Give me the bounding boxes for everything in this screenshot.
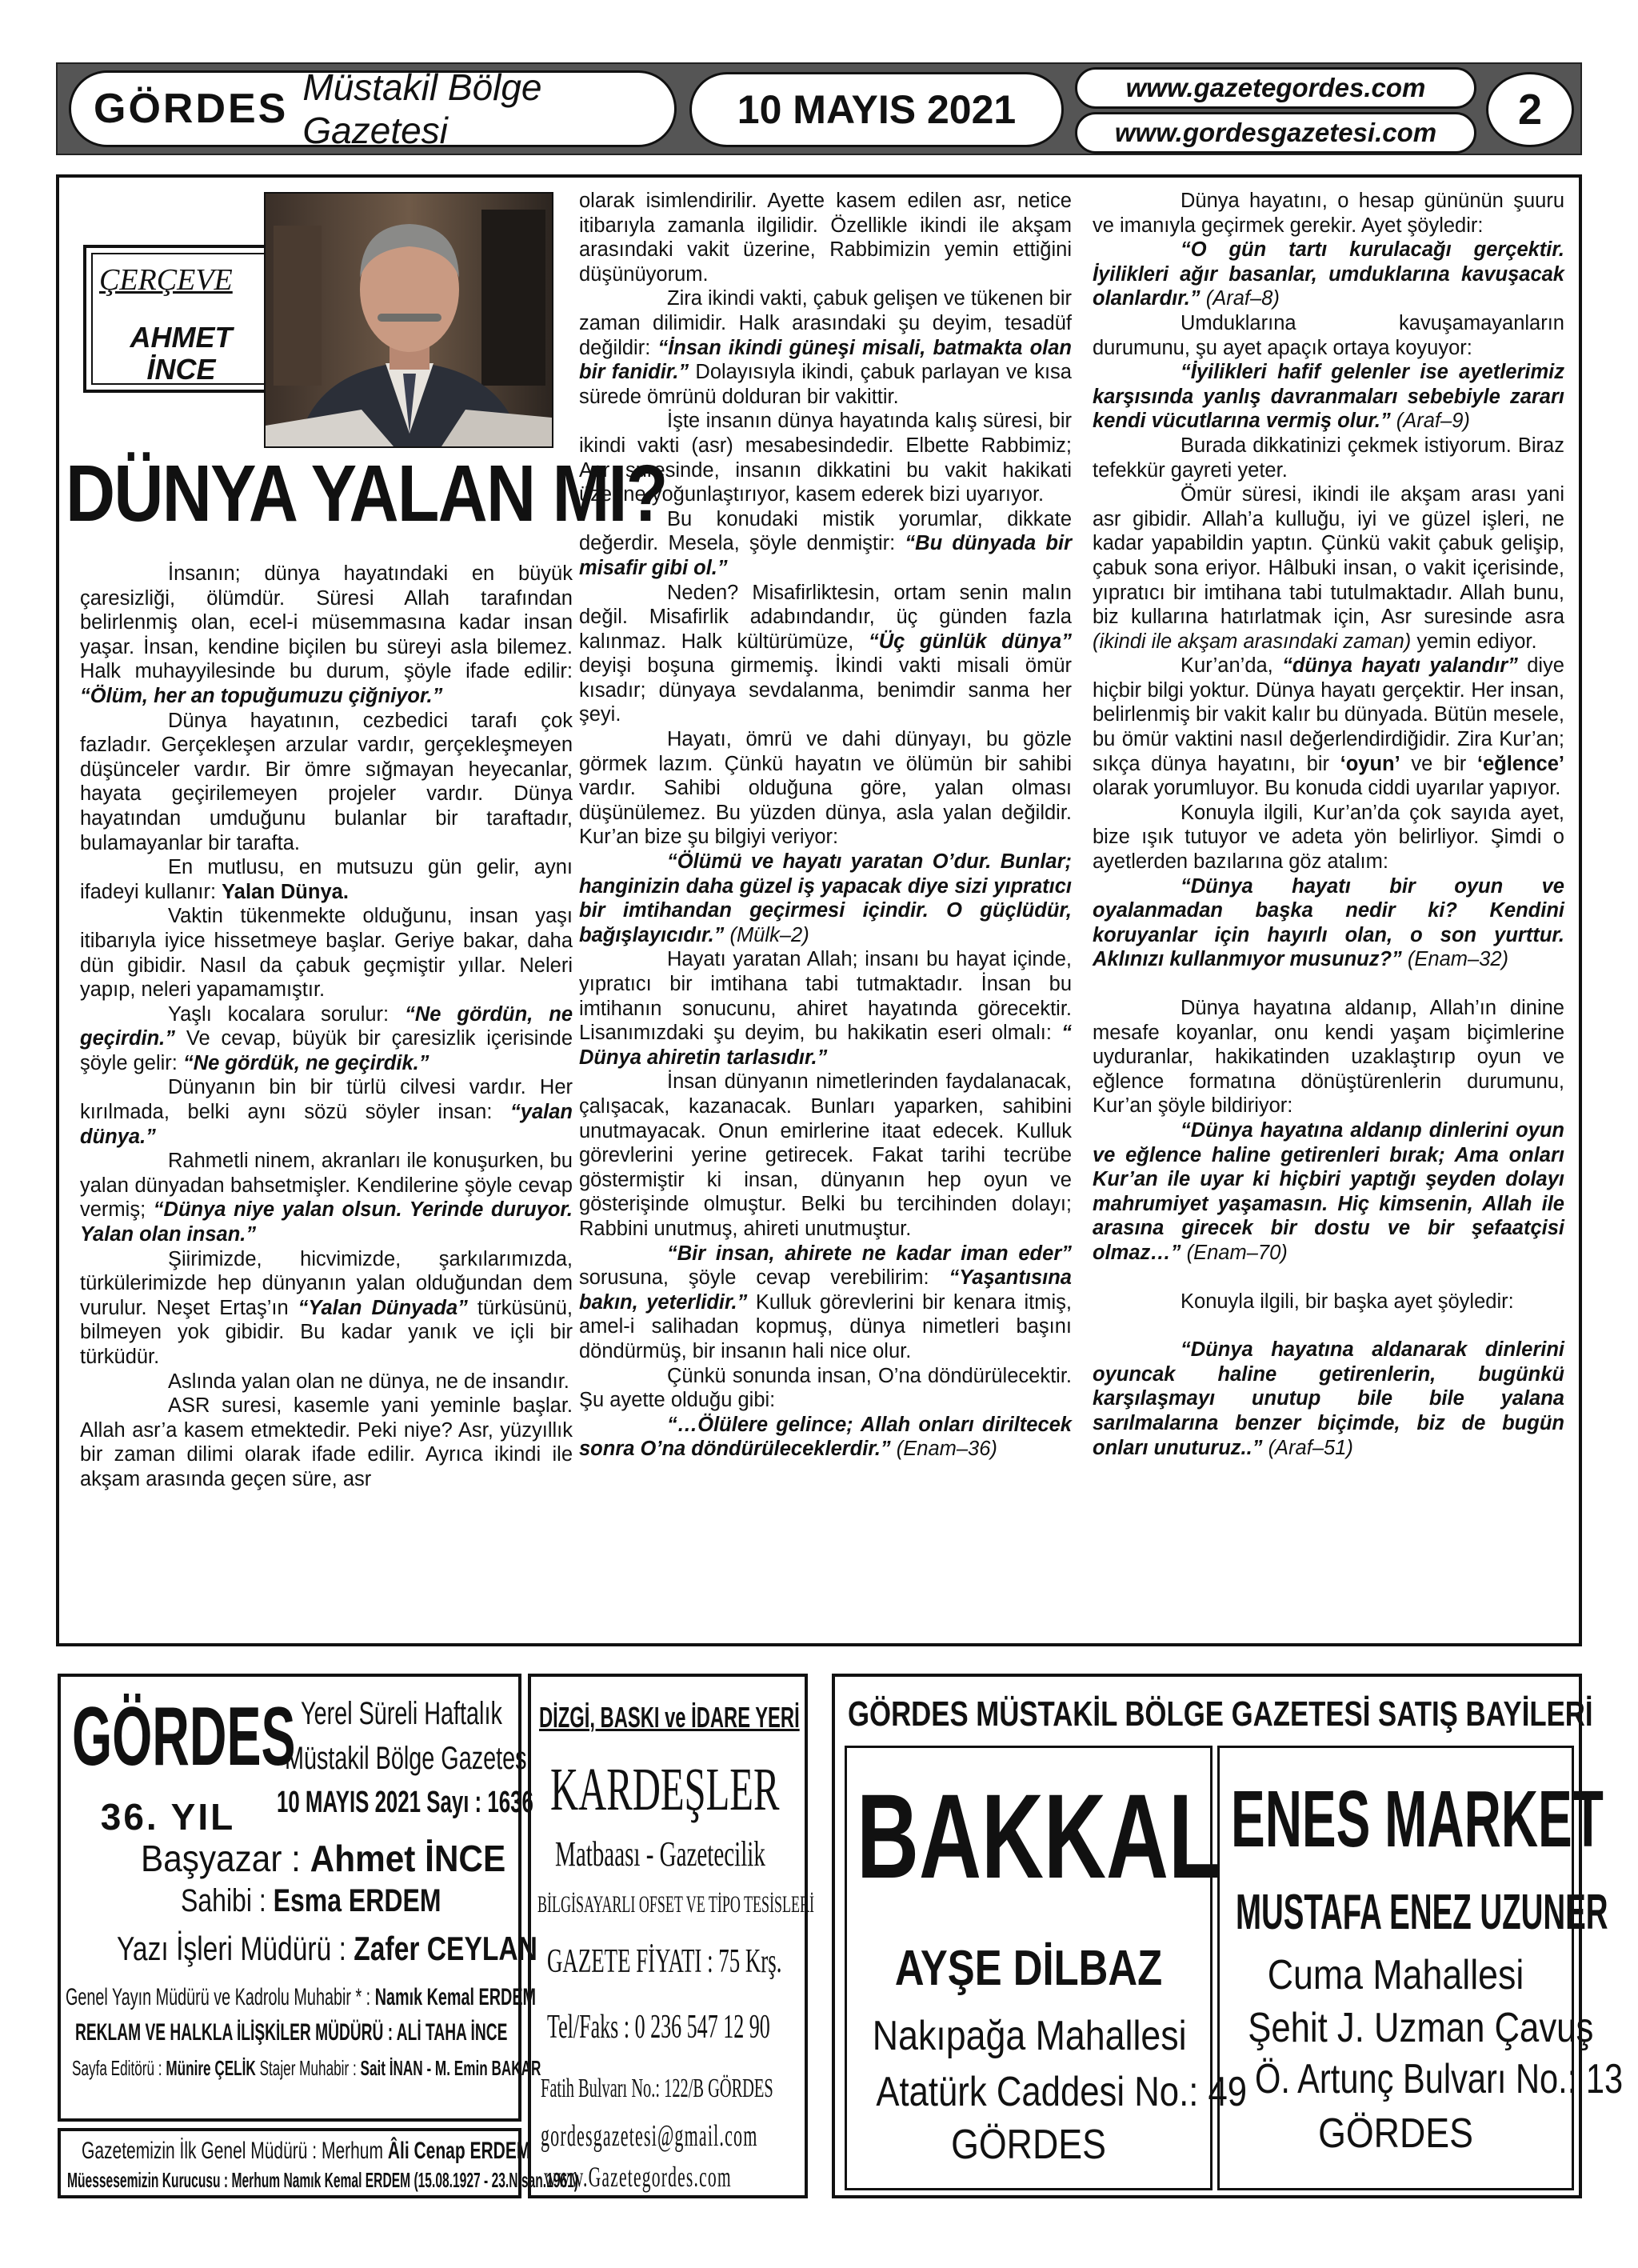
paragraph: Yaşlı kocalara sorulur: “Ne gördün, ne geçirdin.” Ve cevap, büyük bir çaresizlik içerisinde şöyle gelir: “Ne gördük, ne geçirdik.” xyxy=(80,1002,573,1074)
printer-header: DİZGİ, BASKI ve İDARE YERİ xyxy=(539,1701,800,1734)
website-link-1[interactable]: www.gazetegordes.com xyxy=(1075,67,1476,109)
quote: “Dünya hayatı bir oyun ve oyalanmadan başka nedir ki? Kendini koruyanlar için hayırlı olan, o son yurttur. Aklınızı kullanmıyor musunuz?” (Enam–32) xyxy=(1093,874,1564,971)
page-editor: Sayfa Editörü : Münire ÇELİK Stajer Muhabir : Sait İNAN - M. Emin BAKAR xyxy=(72,2056,541,2080)
paragraph: İşte insanın dünya hayatında kalış süresi, bir ikindi vakti (asr) mesabesindedir. Elbette Rabbimiz; Asr suresinde, insanın dikkatini bu vakit hakikati üzerine yoğunlaştırıyor, kasem ederek bizi uyarıyor. xyxy=(579,410,1072,506)
paragraph: Kur’an’da, “dünya hayatı yalandır” diye hiçbir bilgi yoktur. Dünya hayatı gerçektir. Her insan, belirlenmiş bir vakit kalır bu dünyada. Bütün mesele, bu ömür vaktini nasıl değerlendirdiğidir. Zira Kur’an; sıkça dünya hayatını, bir ‘oyun’ ve bir ‘eğlence’ olarak yorumluyor. Bu konuda ciddi uyarılar yapıyor. xyxy=(1093,654,1564,800)
article-column-3 xyxy=(1093,189,1564,1460)
email-link[interactable]: gordesgazetesi@gmail.com xyxy=(541,2119,758,2153)
paragraph: Rahmetli ninem, akranları ile konuşurken, bu yalan dünyadan bahsetmişler. Kendilerine şöyle cevap vermiş; “Dünya niye yalan olsun. Yerinde duruyor. Yalan olan insan.” xyxy=(80,1150,573,1246)
paragraph: Dünya hayatının, cezbedici tarafı çok fazladır. Gerçekleşen arzular vardır, gerçekleşmeyen düşünceler vardır. Bir ömre sığmayan heyecanlar, hayata geçirilemeyen projeler vardır. Dünya hayatından umduğunu bulanlar bir taraftadır, bulamayanlar bir tarafta. xyxy=(80,709,573,854)
paragraph: En mutlusu, en mutsuzu gün gelir, aynı ifadeyi kullanır: Yalan Dünya. xyxy=(80,856,573,903)
website-link-2[interactable]: www.gordesgazetesi.com xyxy=(1075,112,1476,154)
author-first-name: AHMET xyxy=(130,321,233,354)
dealer-1-address-1: Nakıpağa Mahallesi xyxy=(872,2013,1187,2059)
paragraph: Neden? Misafirliktesin, ortam senin malın değil. Misafirlik adabındandır, üç günden fazla kalınmaz. Halk kültürümüze, “Üç günlük dünya” deyişi boşuna girmemiş. İkindi vakti misali ömür kısadır; dünyaya sevdalanma, benimdir sanma her şeyi. xyxy=(579,581,1072,726)
printer-box xyxy=(528,1674,815,2198)
dealer-2-title: ENES MARKET xyxy=(1231,1774,1604,1864)
paragraph: Aslında yalan olan ne dünya, ne de insandır. xyxy=(168,1370,569,1393)
paragraph: Dünyanın bin bir türlü cilvesi vardır. Her kırılmada, belki aynı sözü söyler insan: “yalan dünya.” xyxy=(80,1076,573,1148)
general-director: Genel Yayın Müdürü ve Kadrolu Muhabir * : Namık Kemal ERDEM xyxy=(66,1984,537,2010)
article-frame xyxy=(56,174,1582,1646)
author-photo xyxy=(264,192,553,448)
paragraph: Hayatı, ömrü ve dahi dünyayı, bu gözle görmek lazım. Çünkü hayatın ve ölümün bir sahibi vardır. Sahibi olduğuna göre, yalan olması düşünülemez. Bu yüzden dünya, asla yalan değildir. Kur’an bize şu bilgiyi veriyor: xyxy=(579,728,1072,849)
paragraph: Konuyla ilgili, bir başka ayet şöyledir: xyxy=(1181,1290,1514,1313)
founders-box xyxy=(58,2128,578,2198)
paragraph: Vaktin tükenmekte olduğunu, insan yaşı itibarıyla iyice hissetmeye başlar. Geriye bakar, daha dün gibidir. Nasıl da çabuk geçmiştir yıllar. Neleri yapıp, neleri yapamamıştır. xyxy=(80,905,573,1002)
dealer-2-address-2: Şehit J. Uzman Çavuş xyxy=(1248,2005,1594,2051)
author-portrait-icon xyxy=(266,194,552,446)
author-name xyxy=(93,322,270,386)
dealer-1 xyxy=(845,1746,1248,2190)
paragraph: Dünya hayatına aldanıp, Allah’ın dinine mesafe koyanlar, onu kendi yaşam biçimlerine uyduranlar, hakikatinden uzaklaştırıp oyun ve eğlence formatına dönüştürenlerin durumunu, Kur’an şöyle bildiriyor: xyxy=(1093,997,1564,1118)
advertising-manager: REKLAM VE HALKLA İLİŞKİLER MÜDÜRÜ : ALİ TAHA İNCE xyxy=(75,2019,508,2046)
paragraph: Hayatı yaratan Allah; insanı bu hayat içinde, yıpratıcı bir imtihana tabi tutmaktadır. İnsan bu imtihanın sonucunu, ahiret hayatında görecektir. Lisanımızdaki şu deyim, bu hakikatin eseri olmalı: “ Dünya ahiretin tarlasıdır.” xyxy=(579,948,1072,1069)
first-director: Gazetemizin İlk Genel Müdürü : Merhum Âli Cenap ERDEM xyxy=(82,2138,531,2164)
quote: “Ölümü ve hayatı yaratan O’dur. Bunlar; hanginizin daha güzel iş yapacak diye sizi yıpratıcı bir imtihandan geçirmesi içindir. O güçlüdür, bağışlayıcıdır.” (Mülk–2) xyxy=(579,850,1072,946)
issue-date: 10 MAYIS 2021 xyxy=(689,72,1064,147)
quote: “…Ölülere gelince; Allah onları diriltecek sonra O’na döndürüleceklerdir.” (Enam–36) xyxy=(579,1413,1072,1461)
imprint-box xyxy=(58,1674,541,2122)
printer-website-link[interactable]: www.Gazetegordes.com xyxy=(544,2161,732,2193)
paragraph: Dünya hayatını, o hesap gününün şuuru ve imanıyla geçirmek gerekir. Ayet şöyledir: xyxy=(1093,190,1564,237)
imprint-title: GÖRDES xyxy=(72,1690,296,1783)
column-badge xyxy=(83,245,279,393)
paragraph: Şiirimizde, hicvimizde, şarkılarımızda, türkülerimizde hep dünyanın yalan olduğundan dem vurulur. Neşet Ertaş’ın “Yalan Dünyada” türküsünü, bilmeyen yok gibidir. Bu kadar yanık ve içli bir türküdür. xyxy=(80,1247,573,1368)
author-last-name: İNCE xyxy=(146,353,216,386)
quote: “Dünya hayatına aldanıp dinlerini oyun ve eğlence haline getirenleri bırak; Ama onları Kur’an ile uyar ki hiçbiri yaptığı şeyden dolayı mahrumiyet yaşamasın. Hiç kimsenin, Allah ile arasına girecek bir dostu ve bir şefaatçisi olmaz…” (Enam–70) xyxy=(1093,1118,1564,1264)
headline: DÜNYA YALAN MI? xyxy=(66,449,667,538)
dealer-1-address-2: Atatürk Caddesi No.: 49 xyxy=(876,2069,1248,2115)
paragraph: Zira ikindi vakti, çabuk gelişen ve tükenen bir zaman dilimidir. Halk arasındaki şu deyim, tesadüf değildir: “İnsan ikindi güneşi misali, batmakta olan bir fanidir.” Dolayısıyla ikindi, çabuk parlayan ve kısa sürede ömrünü dolduran bir vakittir. xyxy=(579,287,1073,408)
dealer-1-city: GÖRDES xyxy=(951,2122,1106,2168)
newspaper-price: GAZETE FİYATI : 75 Krş. xyxy=(547,1943,782,1980)
phone-fax: Tel/Faks : 0 236 547 12 90 xyxy=(547,2009,770,2046)
paragraph: Konuyla ilgili, Kur’an’da çok sayıda ayet, bize ışık tutuyor ve adeta yön belirliyor. Şimdi o ayetlerden bazılarına göz atalım: xyxy=(1093,801,1564,874)
paragraph: Umduklarına kavuşamayanların durumunu, şu ayet apaçık ortaya koyuyor: xyxy=(1093,311,1564,359)
paragraph: Çünkü sonunda insan, O’na döndürülecektir. Şu ayette olduğu gibi: xyxy=(579,1364,1072,1412)
paragraph: İnsanın; dünya hayatındaki en büyük çaresizliği, ölümdür. Süresi Allah tarafından belirlenmiş olan, ecel-i müsemmasına kadar insan yaşar. İnsan, kendine biçilen bu süreyi asla bilemez. Halk muhayyilesinde bu durum, şöyle ifade edilir: “Ölüm, her an topuğumuzu çiğniyor.” xyxy=(80,562,573,707)
page-number: 2 xyxy=(1486,72,1574,147)
quote: “İyilikleri hafif gelenler ise ayetlerimiz karşısında yanlış davranmaları sebebiyle zararı kendi vücutlarına vermiş olur.” (Araf–9) xyxy=(1093,361,1564,433)
printer-address: Fatih Bulvarı No.: 122/B GÖRDES xyxy=(541,2074,773,2103)
paragraph: Ömür süresi, ikindi ile akşam arası yani asr gibidir. Allah’a kulluğu, iyi ve güzel işleri, ne kadar yapabildin yaptın. Çünkü vakit çabuk gelişip, çabuk sona eriyor. Hâlbuki insan, o vakit içerisinde, yıpratıcı bir imtihana tabi tutulmaktadır. Allah bunu, biz kullarına hatırlatmak için, Asr suresinde asra (ikindi ile akşam arasındaki zaman) yemin ediyor. xyxy=(1093,483,1564,653)
dealers-header: GÖRDES MÜSTAKİL BÖLGE GAZETESİ SATIŞ BAYİLERİ xyxy=(848,1694,1593,1734)
printer-subtitle: Matbaası - Gazetecilik xyxy=(555,1834,765,1874)
printer-facilities: BİLGİSAYARLI OFSET VE TİPO TESİSLERİ xyxy=(537,1891,815,1918)
dealer-2-address-3: Ö. Artunç Bulvarı No.: 13 xyxy=(1255,2056,1624,2102)
dealer-2-owner: MUSTAFA ENEZ UZUNER xyxy=(1236,1885,1608,1940)
newspaper-name: GÖRDES xyxy=(94,86,289,132)
dealer-2-address-1: Cuma Mahallesi xyxy=(1267,1952,1524,1998)
paragraph: ASR suresi, kasemle yani yeminle başlar. Allah asr’a kasem etmektedir. Peki niye? Asr, yüzyıllık bir zaman dilimi olarak ifade edilir. Ayrıca ikindi ile akşam arasında geçen süre, asr xyxy=(80,1394,573,1490)
article-column-2 xyxy=(579,189,1072,1462)
paragraph: olarak isimlendirilir. Ayette kasem edilen asr, netice itibarıyla zamanla ilgilidir. Özellikle ikindi ile akşam arasındaki vakit üzerine, Rabbimizin yemin ettiğini düşünüyorum. xyxy=(579,190,1072,286)
newspaper-name-pill xyxy=(69,66,677,151)
founder: Müessesemizin Kurucusu : Merhum Namık Kemal ERDEM (15.08.1927 - 23.Nisan.1961) xyxy=(67,2168,578,2192)
dealer-1-title: BAKKAL xyxy=(857,1769,1221,1903)
dealer-2-city: GÖRDES xyxy=(1318,2110,1473,2157)
masthead xyxy=(56,62,1582,155)
newspaper-subtitle: Müstakil Bölge Gazetesi xyxy=(302,66,542,151)
article-column-1 xyxy=(80,562,573,1492)
dealer-2 xyxy=(1217,1746,1624,2190)
quote: “Dünya hayatına aldanarak dinlerini oyuncak haline getirenlerin, bugünkü karşılaşmayı unutup bile bile yalana sarılmalarına benzer biçimde, biz de bugün onları unuturuz..” (Araf–51) xyxy=(1093,1338,1564,1459)
paragraph: Bu konudaki mistik yorumlar, dikkate değerdir. Mesela, şöyle denmiştir: “Bu dünyada bir misafir gibi ol.” xyxy=(579,507,1072,579)
quote: “O gün tartı kurulacağı gerçektir. İyilikleri ağır basanlar, umduklarına kavuşacak olanlardır.” (Araf–8) xyxy=(1093,238,1564,310)
printer-name: KARDEŞLER xyxy=(550,1756,780,1823)
imprint-year: 36. YIL xyxy=(100,1796,236,1838)
paragraph: İnsan dünyanın nimetlerinden faydalanacak, çalışacak, kazanacak. Bunları yaparken, sahibini unutmayacak. Onun emirlerine itaat edecek. Kulluk görevlerini yerine getirecek. Fakat tarihi tecrübe göstermiştir ki insan, dünyanın hep oyun ve gösterişinde olmuştur. Belki bu tercihinden dolayı; Rabbini unutmuş, ahireti unutmuştur. xyxy=(579,1070,1072,1240)
dealer-1-owner: AYŞE DİLBAZ xyxy=(894,1941,1163,1996)
imprint-type-2: Müstakil Bölge Gazetesi xyxy=(285,1741,532,1776)
managing-editor: Yazı İşleri Müdürü : Zafer CEYLAN xyxy=(117,1930,537,1967)
imprint-issue: 10 MAYIS 2021 Sayı : 1636 xyxy=(277,1786,533,1819)
dealers-box xyxy=(832,1674,1624,2198)
paragraph: Burada dikkatinizi çekmek istiyorum. Biraz tefekkür gayreti yeter. xyxy=(1093,434,1564,482)
column-name: ÇERÇEVE xyxy=(99,263,233,297)
owner: Sahibi : Esma ERDEM xyxy=(181,1883,441,1918)
imprint-type-1: Yerel Süreli Haftalık xyxy=(301,1696,502,1731)
editor-in-chief: Başyazar : Ahmet İNCE xyxy=(141,1838,506,1879)
paragraph: “Bir insan, ahirete ne kadar iman eder” sorusuna, şöyle cevap verebilirim: “Yaşantısına bakın, yeterlidir.” Kulluk görevlerini bir kenara itmiş, amel-i salihadan kopmuş, dünya nimetleri başını döndürmüş, bir insanın hali nice olur. xyxy=(579,1242,1072,1362)
